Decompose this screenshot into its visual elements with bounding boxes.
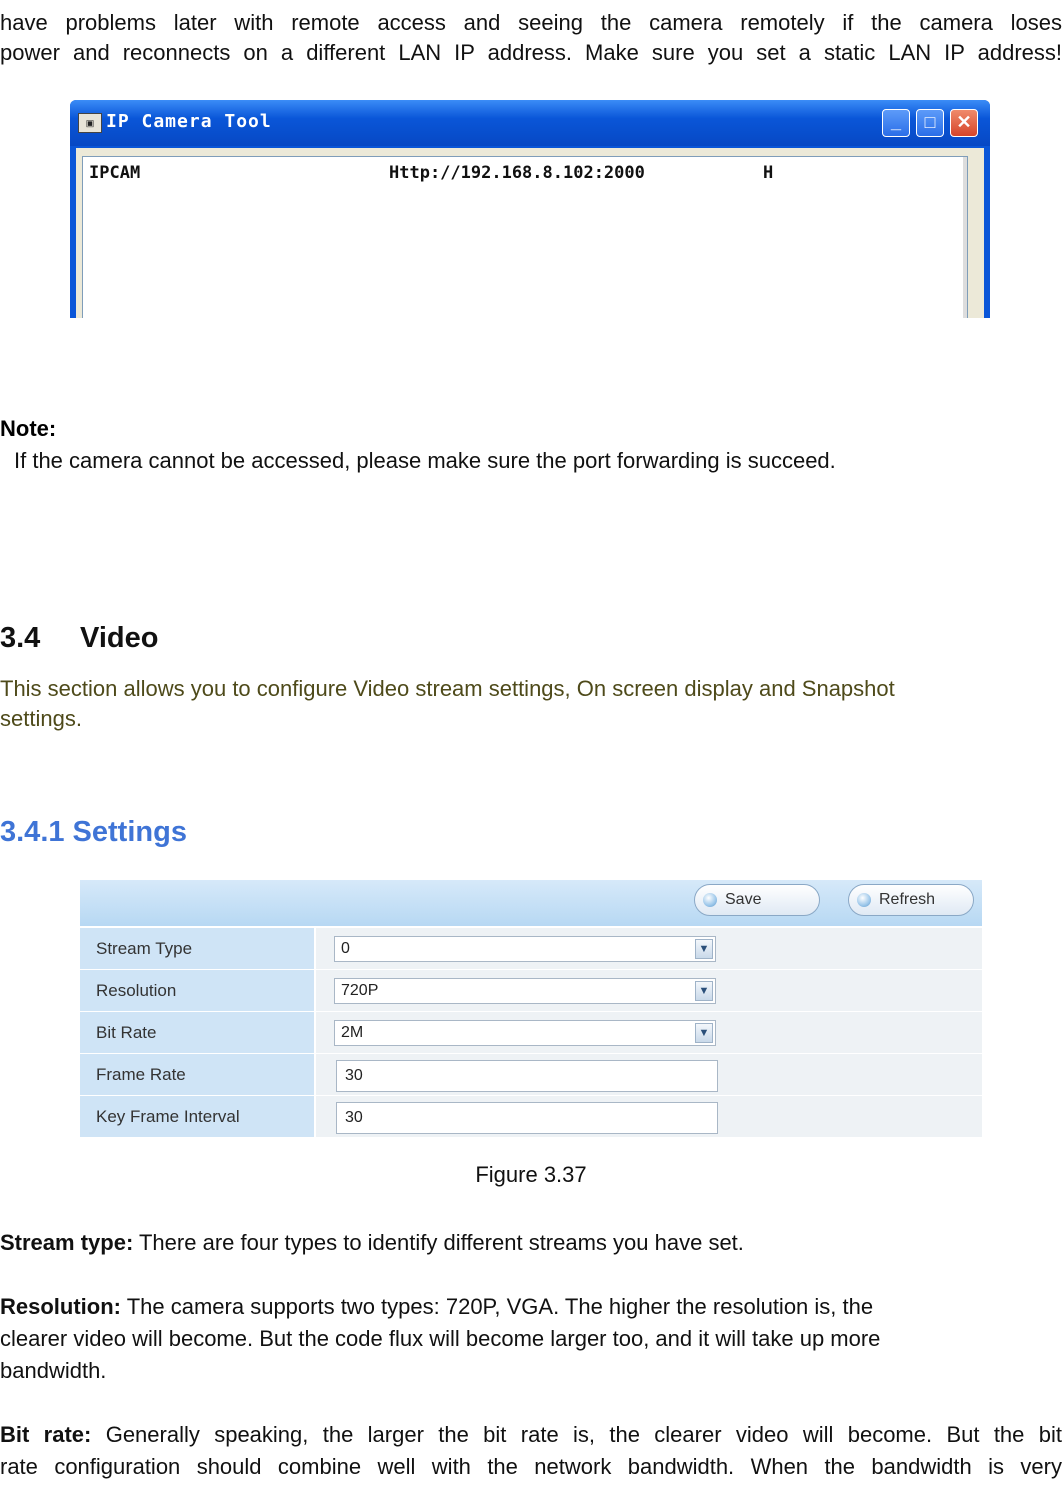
resolution-description <box>0 1292 873 1322</box>
stream-type-description <box>0 1228 744 1258</box>
app-icon: ▣ <box>78 113 102 133</box>
bit-rate-row <box>80 1012 982 1054</box>
resolution-text-3: bandwidth. <box>0 1358 107 1383</box>
note-label: Note: <box>0 416 57 441</box>
resolution-value: 720P <box>341 982 379 999</box>
refresh-button[interactable] <box>848 884 974 916</box>
resolution-select[interactable] <box>334 978 716 1004</box>
camera-url[interactable]: Http://192.168.8.102:2000 <box>389 163 645 183</box>
close-icon[interactable]: ✕ <box>950 109 978 137</box>
maximize-icon[interactable]: □ <box>916 109 944 137</box>
frame-rate-input[interactable] <box>336 1060 718 1092</box>
save-button[interactable] <box>694 884 820 916</box>
stream-type-select[interactable] <box>334 936 716 962</box>
frame-rate-row <box>80 1054 982 1096</box>
bit-rate-text-2: rate configuration should combine well with the network bandwidth. When the bandwidth is very <box>0 1454 1062 1479</box>
figure-caption: Figure 3.37 <box>475 1162 587 1187</box>
refresh-icon <box>857 893 871 907</box>
stream-type-label: Stream Type <box>96 939 193 958</box>
bit-rate-term: Bit rate: <box>0 1422 92 1447</box>
frame-rate-label: Frame Rate <box>96 1065 186 1084</box>
section-desc-line-2: settings. <box>0 706 82 731</box>
stream-type-text: There are four types to identify different streams you have set. <box>133 1230 744 1255</box>
key-frame-interval-input[interactable] <box>336 1102 718 1134</box>
minimize-icon[interactable]: _ <box>882 109 910 137</box>
window-titlebar <box>70 100 990 146</box>
video-settings-panel <box>80 880 982 1144</box>
bit-rate-text-1: Generally speaking, the larger the bit rate is, the clearer video will become. But the bit <box>91 1422 1062 1447</box>
resolution-row <box>80 970 982 1012</box>
camera-list <box>82 156 968 318</box>
camera-flag: H <box>763 163 774 183</box>
resolution-label: Resolution <box>96 981 177 1000</box>
resolution-text-1: The camera supports two types: 720P, VGA. The higher the resolution is, the <box>121 1294 874 1319</box>
note-text: If the camera cannot be accessed, please make sure the port forwarding is succeed. <box>14 448 836 473</box>
list-scrollbar[interactable] <box>963 157 967 318</box>
stream-type-row <box>80 928 982 970</box>
key-frame-interval-row <box>80 1096 982 1138</box>
intro-line-1: have problems later with remote access and seeing the camera remotely if the camera loses <box>0 10 1062 35</box>
section-heading <box>0 622 158 655</box>
key-frame-interval-value: 30 <box>345 1109 363 1126</box>
chevron-down-icon[interactable]: ▼ <box>695 981 713 1001</box>
resolution-text-2: clearer video will become. But the code flux will become larger too, and it will take up more <box>0 1326 881 1351</box>
section-number: 3.4 <box>0 622 41 654</box>
section-desc-line-1: This section allows you to configure Video stream settings, On screen display and Snapshot <box>0 676 895 701</box>
camera-name[interactable]: IPCAM <box>89 163 141 183</box>
bit-rate-select[interactable] <box>334 1020 716 1046</box>
ip-camera-tool-window <box>70 100 990 318</box>
resolution-term: Resolution: <box>0 1294 121 1319</box>
bit-rate-value: 2M <box>341 1024 364 1041</box>
section-title: Video <box>80 622 159 654</box>
settings-toolbar <box>80 880 982 926</box>
bit-rate-description <box>0 1420 1062 1450</box>
subsection-heading: 3.4.1 Settings <box>0 816 187 848</box>
chevron-down-icon[interactable]: ▼ <box>695 939 713 959</box>
intro-line-2: power and reconnects on a different LAN IP address. Make sure you set a static LAN IP address! <box>0 40 1062 65</box>
window-title: IP Camera Tool <box>106 111 272 132</box>
key-frame-interval-label: Key Frame Interval <box>96 1107 240 1126</box>
bit-rate-label: Bit Rate <box>96 1023 157 1042</box>
refresh-label: Refresh <box>879 891 936 908</box>
stream-type-value: 0 <box>341 940 350 957</box>
save-label: Save <box>725 891 762 908</box>
frame-rate-value: 30 <box>345 1067 363 1084</box>
chevron-down-icon[interactable]: ▼ <box>695 1023 713 1043</box>
stream-type-term: Stream type: <box>0 1230 134 1255</box>
save-icon <box>703 893 717 907</box>
